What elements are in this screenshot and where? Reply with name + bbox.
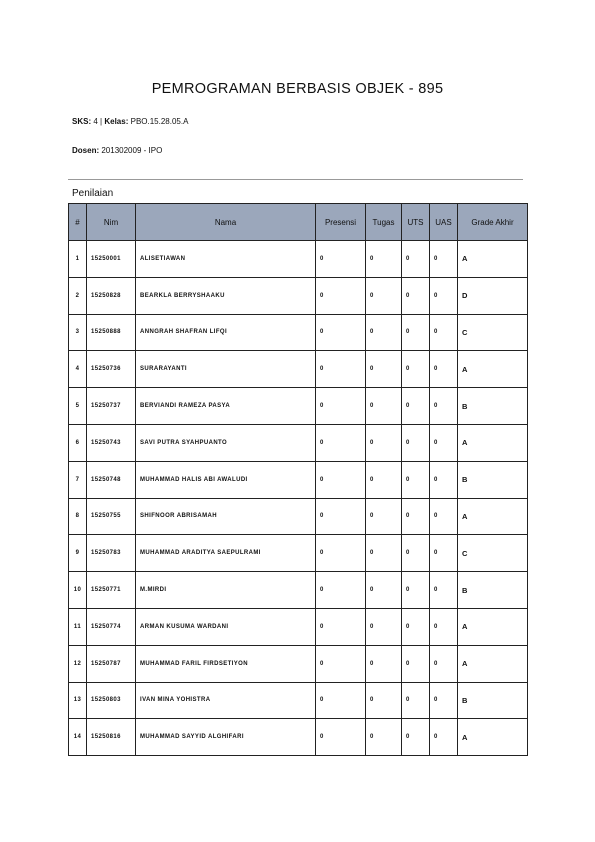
- uas-cell: 0: [430, 572, 458, 609]
- uas-cell: 0: [430, 241, 458, 278]
- uts-cell: 0: [402, 645, 430, 682]
- presensi-cell: 0: [316, 719, 366, 756]
- grade-cell: A: [458, 241, 528, 278]
- tugas-cell: 0: [366, 498, 402, 535]
- table-row: [69, 719, 528, 756]
- lecturer-info-line: [72, 146, 162, 155]
- nama-cell: MUHAMMAD FARIL FIRDSETIYON: [136, 645, 316, 682]
- presensi-cell: 0: [316, 572, 366, 609]
- kelas-value: PBO.15.28.05.A: [130, 117, 189, 126]
- table-row: [69, 608, 528, 645]
- presensi-cell: 0: [316, 535, 366, 572]
- col-header-nim: Nim: [87, 204, 136, 241]
- nim-cell: 15250737: [87, 388, 136, 425]
- grade-cell: D: [458, 277, 528, 314]
- nama-cell: BERVIANDI RAMEZA PASYA: [136, 388, 316, 425]
- table-row: [69, 424, 528, 461]
- uas-cell: 0: [430, 682, 458, 719]
- table-row: [69, 535, 528, 572]
- nama-cell: BEARKLA BERRYSHAAKU: [136, 277, 316, 314]
- col-header-tugas: Tugas: [366, 204, 402, 241]
- row-number: 7: [69, 461, 87, 498]
- col-header-uas: UAS: [430, 204, 458, 241]
- tugas-cell: 0: [366, 314, 402, 351]
- nim-cell: 15250001: [87, 241, 136, 278]
- grade-cell: B: [458, 388, 528, 425]
- section-title: Penilaian: [72, 188, 114, 199]
- dosen-value: 201302009 - IPO: [101, 146, 163, 155]
- nim-cell: 15250771: [87, 572, 136, 609]
- uts-cell: 0: [402, 241, 430, 278]
- presensi-cell: 0: [316, 682, 366, 719]
- tugas-cell: 0: [366, 388, 402, 425]
- uas-cell: 0: [430, 645, 458, 682]
- uts-cell: 0: [402, 314, 430, 351]
- nim-cell: 15250828: [87, 277, 136, 314]
- col-header-presensi: Presensi: [316, 204, 366, 241]
- presensi-cell: 0: [316, 241, 366, 278]
- presensi-cell: 0: [316, 608, 366, 645]
- col-header-nama: Nama: [136, 204, 316, 241]
- uas-cell: 0: [430, 351, 458, 388]
- nim-cell: 15250803: [87, 682, 136, 719]
- page-title: PEMROGRAMAN BERBASIS OBJEK - 895: [151, 81, 444, 97]
- nama-cell: ALISETIAWAN: [136, 241, 316, 278]
- nim-cell: 15250774: [87, 608, 136, 645]
- grade-cell: C: [458, 314, 528, 351]
- uts-cell: 0: [402, 277, 430, 314]
- nim-cell: 15250783: [87, 535, 136, 572]
- row-number: 14: [69, 719, 87, 756]
- grade-cell: A: [458, 498, 528, 535]
- nim-cell: 15250787: [87, 645, 136, 682]
- grade-cell: A: [458, 608, 528, 645]
- table-row: [69, 682, 528, 719]
- grade-cell: C: [458, 535, 528, 572]
- uas-cell: 0: [430, 461, 458, 498]
- table-row: [69, 461, 528, 498]
- separator: |: [100, 117, 103, 126]
- row-number: 11: [69, 608, 87, 645]
- presensi-cell: 0: [316, 388, 366, 425]
- grade-cell: B: [458, 572, 528, 609]
- table-row: [69, 645, 528, 682]
- tugas-cell: 0: [366, 645, 402, 682]
- table-row: [69, 351, 528, 388]
- tugas-cell: 0: [366, 241, 402, 278]
- nama-cell: ANNGRAH SHAFRAN LIFQI: [136, 314, 316, 351]
- grade-cell: A: [458, 719, 528, 756]
- row-number: 6: [69, 424, 87, 461]
- divider: [68, 179, 523, 180]
- presensi-cell: 0: [316, 645, 366, 682]
- uts-cell: 0: [402, 608, 430, 645]
- tugas-cell: 0: [366, 351, 402, 388]
- nim-cell: 15250743: [87, 424, 136, 461]
- sks-label: SKS:: [72, 117, 92, 126]
- nama-cell: SAVI PUTRA SYAHPUANTO: [136, 424, 316, 461]
- nama-cell: M.MIRDI: [136, 572, 316, 609]
- nama-cell: SURARAYANTI: [136, 351, 316, 388]
- row-number: 1: [69, 241, 87, 278]
- course-info-line: [72, 117, 188, 126]
- kelas-label: Kelas:: [104, 117, 129, 126]
- uas-cell: 0: [430, 719, 458, 756]
- nim-cell: 15250888: [87, 314, 136, 351]
- nama-cell: SHIFNOOR ABRISAMAH: [136, 498, 316, 535]
- uas-cell: 0: [430, 277, 458, 314]
- uts-cell: 0: [402, 498, 430, 535]
- uas-cell: 0: [430, 535, 458, 572]
- nama-cell: ARMAN KUSUMA WARDANI: [136, 608, 316, 645]
- nama-cell: MUHAMMAD ARADITYA SAEPULRAMI: [136, 535, 316, 572]
- uas-cell: 0: [430, 424, 458, 461]
- col-header-number: #: [69, 204, 87, 241]
- presensi-cell: 0: [316, 277, 366, 314]
- row-number: 3: [69, 314, 87, 351]
- uts-cell: 0: [402, 572, 430, 609]
- sks-value: 4: [93, 117, 98, 126]
- row-number: 2: [69, 277, 87, 314]
- presensi-cell: 0: [316, 314, 366, 351]
- row-number: 12: [69, 645, 87, 682]
- nama-cell: IVAN MINA YOHISTRA: [136, 682, 316, 719]
- uts-cell: 0: [402, 424, 430, 461]
- row-number: 13: [69, 682, 87, 719]
- table-row: [69, 314, 528, 351]
- uts-cell: 0: [402, 535, 430, 572]
- uas-cell: 0: [430, 314, 458, 351]
- nama-cell: MUHAMMAD HALIS ABI AWALUDI: [136, 461, 316, 498]
- presensi-cell: 0: [316, 461, 366, 498]
- tugas-cell: 0: [366, 572, 402, 609]
- table-row: [69, 572, 528, 609]
- tugas-cell: 0: [366, 719, 402, 756]
- nim-cell: 15250755: [87, 498, 136, 535]
- grade-cell: B: [458, 461, 528, 498]
- nama-cell: MUHAMMAD SAYYID ALGHIFARI: [136, 719, 316, 756]
- dosen-label: Dosen:: [72, 146, 100, 155]
- uts-cell: 0: [402, 388, 430, 425]
- nim-cell: 15250816: [87, 719, 136, 756]
- grade-cell: A: [458, 645, 528, 682]
- uts-cell: 0: [402, 351, 430, 388]
- presensi-cell: 0: [316, 351, 366, 388]
- presensi-cell: 0: [316, 498, 366, 535]
- tugas-cell: 0: [366, 424, 402, 461]
- table-row: [69, 388, 528, 425]
- col-header-grade: Grade Akhir: [458, 204, 528, 241]
- uas-cell: 0: [430, 388, 458, 425]
- presensi-cell: 0: [316, 424, 366, 461]
- uts-cell: 0: [402, 682, 430, 719]
- col-header-uts: UTS: [402, 204, 430, 241]
- nim-cell: 15250748: [87, 461, 136, 498]
- row-number: 8: [69, 498, 87, 535]
- row-number: 9: [69, 535, 87, 572]
- tugas-cell: 0: [366, 535, 402, 572]
- uas-cell: 0: [430, 498, 458, 535]
- tugas-cell: 0: [366, 277, 402, 314]
- row-number: 5: [69, 388, 87, 425]
- tugas-cell: 0: [366, 461, 402, 498]
- grade-cell: A: [458, 351, 528, 388]
- tugas-cell: 0: [366, 682, 402, 719]
- grade-cell: A: [458, 424, 528, 461]
- table-row: [69, 498, 528, 535]
- uts-cell: 0: [402, 719, 430, 756]
- row-number: 4: [69, 351, 87, 388]
- grade-cell: B: [458, 682, 528, 719]
- grades-table: [68, 203, 528, 756]
- nim-cell: 15250736: [87, 351, 136, 388]
- tugas-cell: 0: [366, 608, 402, 645]
- uas-cell: 0: [430, 608, 458, 645]
- row-number: 10: [69, 572, 87, 609]
- uts-cell: 0: [402, 461, 430, 498]
- table-header-row: [69, 204, 528, 241]
- table-row: [69, 241, 528, 278]
- table-row: [69, 277, 528, 314]
